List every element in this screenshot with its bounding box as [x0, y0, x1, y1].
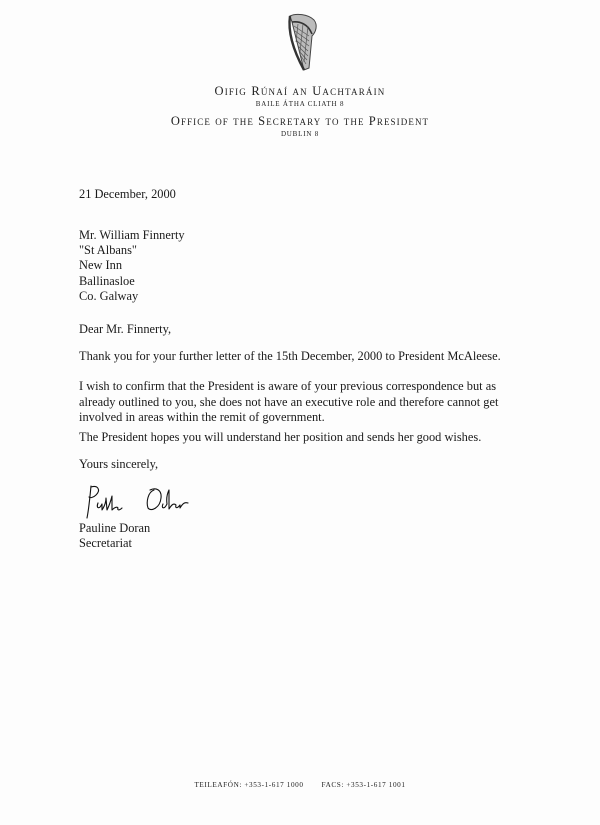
office-name-irish: Oifig Rúnaí an Uachtaráin: [214, 84, 386, 98]
paragraph-line: involved in areas within the remit of government.: [79, 410, 325, 425]
address-line: Co. Galway: [79, 288, 139, 303]
letter-date: 21 December, 2000: [79, 187, 176, 201]
paragraph-line: already outlined to you, she does not have an executive role and therefore cannot get: [79, 394, 499, 409]
city-english: DUBLIN 8: [280, 130, 320, 138]
fax-number: FACS: +353-1-617 1001: [321, 781, 406, 789]
signer-name: Pauline Doran: [79, 521, 151, 535]
salutation: Dear Mr. Finnerty,: [79, 322, 172, 336]
city-irish: BAILE ÁTHA CLIATH 8: [255, 100, 345, 108]
harp-icon: [282, 12, 320, 74]
handwritten-signature: [84, 484, 194, 520]
paragraph-good-wishes: The President hopes you will understand her position and sends her good wishes.: [79, 430, 482, 444]
signer-block: [79, 521, 150, 552]
office-name-english: Office of the Secretary to the President: [170, 114, 430, 128]
paragraph-line: I wish to confirm that the President is aware of your previous correspondence but as: [79, 379, 497, 393]
paragraph-thanks: Thank you for your further letter of the 15th December, 2000 to President McAleese.: [79, 349, 501, 363]
signer-title: Secretariat: [79, 536, 132, 551]
contact-footer: [0, 781, 600, 789]
paragraph-confirmation: [79, 379, 498, 426]
closing: Yours sincerely,: [79, 457, 159, 471]
address-line: Mr. William Finnerty: [79, 228, 185, 242]
telephone-number: TEILEAFÓN: +353-1-617 1000: [194, 781, 304, 789]
address-line: "St Albans": [79, 243, 137, 258]
address-line: New Inn: [79, 258, 123, 273]
address-line: Ballinasloe: [79, 273, 135, 288]
recipient-address: [79, 228, 185, 304]
